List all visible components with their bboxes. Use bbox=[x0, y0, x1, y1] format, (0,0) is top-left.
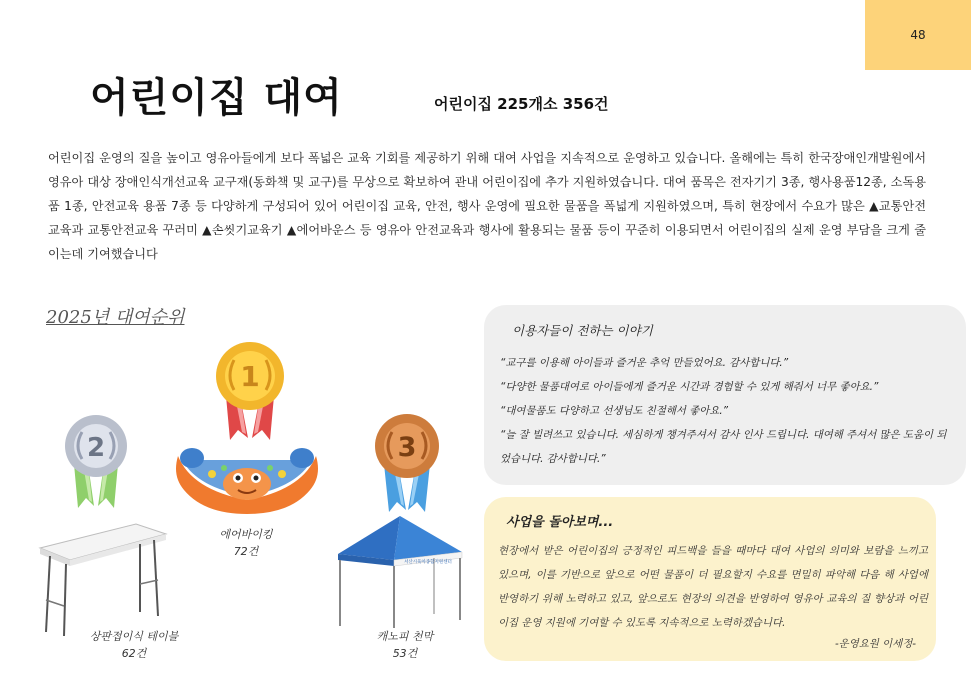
air-viking-image bbox=[172, 440, 322, 516]
page-title: 어린이집 대여 bbox=[90, 75, 343, 121]
quote-item: “대여물품도 다양하고 선생님도 친절해서 좋아요.” bbox=[500, 405, 729, 417]
review-signature: -운영요원 이세정- bbox=[834, 638, 916, 650]
quote-item: “늘 잘 빌려쓰고 있습니다. 세심하게 챙겨주셔서 감사 인사 드립니다. 대여해 주셔서 많은 도움이 되었습니다. 감사합니다.” bbox=[500, 429, 947, 465]
review-text: 현장에서 받은 어린이집의 긍정적인 피드백을 들을 때마다 대여 사업의 의미와 보람을 느끼고 있으며, 이를 기반으로 앞으로 어떤 물품이 더 필요할지 수요를 면밀히 파악해 다음 해 사업에 반영하기 위해 노력하고 있고, 앞으로도 현장의 의견을 반영하여 영유아 교육의 질 향상과 어린이집 운영 지원에 기여할 수 있도록 지속적으로 노력하겠습니다. bbox=[498, 545, 928, 629]
rank-2-name: 상판접이식 테이블 bbox=[89, 630, 179, 643]
rank-1-label bbox=[196, 526, 296, 560]
page-subtitle: 어린이집 225개소 356건 bbox=[434, 95, 609, 113]
silver-medal-icon bbox=[62, 412, 130, 510]
review-card bbox=[484, 497, 936, 661]
quote-list bbox=[500, 351, 956, 471]
rank-2-label bbox=[74, 628, 194, 662]
quote-item: “교구를 이용해 아이들과 즐거운 추억 만들었어요. 감사합니다.” bbox=[500, 357, 789, 369]
canopy-tent-image bbox=[334, 514, 466, 630]
rank-1-count: 72건 bbox=[233, 545, 259, 558]
rank-1-number: 1 bbox=[240, 360, 260, 393]
ranking-title: 2025년 대여순위 bbox=[46, 307, 185, 328]
rank-2-number: 2 bbox=[86, 433, 106, 463]
rank-3-number: 3 bbox=[397, 432, 417, 463]
review-card-title: 사업을 돌아보며... bbox=[506, 515, 614, 530]
users-stories-card bbox=[484, 305, 966, 485]
rank-2-count: 62건 bbox=[121, 647, 147, 660]
gold-medal-icon bbox=[208, 338, 292, 442]
rank-3-label bbox=[350, 628, 460, 662]
page-number: 48 bbox=[910, 28, 926, 42]
rank-1-name: 에어바이킹 bbox=[219, 528, 273, 541]
bronze-medal-icon bbox=[372, 410, 442, 514]
rank-3-count: 53건 bbox=[392, 647, 418, 660]
users-card-title: 이용자들이 전하는 이야기 bbox=[512, 323, 653, 338]
page-number-tab bbox=[865, 0, 971, 70]
intro-paragraph: 어린이집 운영의 질을 높이고 영유아들에게 보다 폭넓은 교육 기회를 제공하기 위해 대여 사업을 지속적으로 운영하고 있습니다. 올해에는 특히 한국장애인개발원에서 영유아 대상 장애인식개선교육 교구재(동화책 및 교구)를 무상으로 확보하여 관내 어린이집에 추가 지원하였습니다. 대여 품목은 전자기기 3종, 행사용품12종, 소독용품 1종, 안전교육 용품 7종 등 다양하게 구성되어 있어 어린이집 교육, 안전, 행사 운영에 필요한 물품을 폭넓게 지원하였으며, 특히 현장에서 수요가 많은 ▲교통안전교육과 교통안전교육 꾸러미 ▲손씻기교육기 ▲에어바운스 등 영유아 안전교육과 행사에 활용되는 물품 등이 꾸준히 이용되면서 어린이집의 실제 운영 부담을 크게 줄이는데 기여했습니다 bbox=[48, 151, 926, 261]
tent-banner-text: 서산시육아종합지원센터 bbox=[404, 560, 452, 565]
quote-item: “다양한 물품대여로 아이들에게 즐거운 시간과 경험할 수 있게 해줘서 너무 좋아요.” bbox=[500, 381, 879, 393]
rank-3-name: 캐노피 천막 bbox=[376, 630, 434, 643]
folding-table-image bbox=[36, 520, 170, 638]
